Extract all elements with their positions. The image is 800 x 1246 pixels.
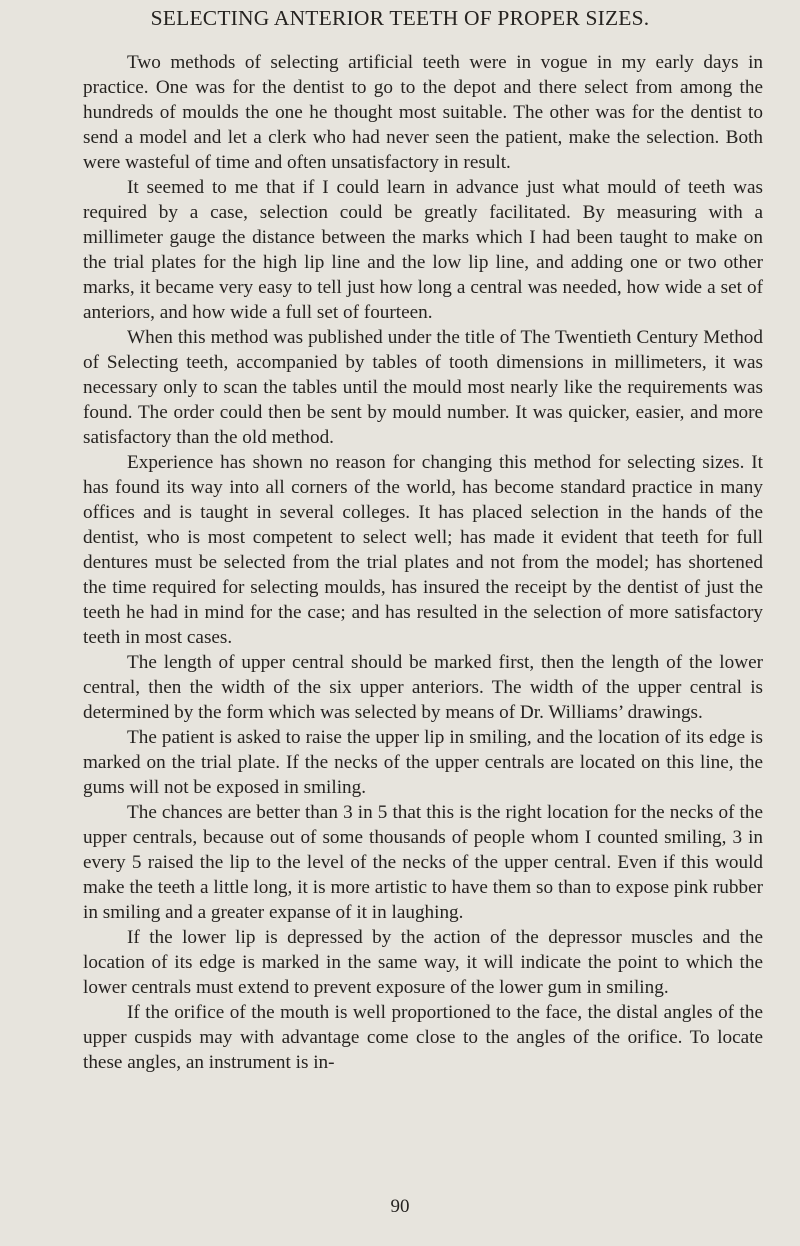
page-title: SELECTING ANTERIOR TEETH OF PROPER SIZES. [150, 6, 650, 30]
paragraph-2: It seemed to me that if I could learn in advance just what mould of teeth was required by a case, selection could be greatly facilitated. By measuring with a millimeter gauge the distance between the marks which I had been taught to make on the trial plates for the high lip line and the low lip line, and adding one or two other marks, it became very easy to tell just how long a central was needed, how wide a set of anteriors, and how wide a full set of fourteen. [83, 177, 763, 323]
body-text [83, 50, 763, 1075]
paragraph-3: When this method was published under the title of The Twentieth Century Method of Selecting teeth, accompanied by tables of tooth dimensions in millimeters, it was necessary only to scan the tables until the mould most nearly like the requirements was found. The order could then be sent by mould number. It was quicker, easier, and more satisfactory than the old method. [83, 327, 763, 448]
page-number: 90 [390, 1196, 410, 1217]
paragraph-6: The patient is asked to raise the upper lip in smiling, and the location of its edge is marked on the trial plate. If the necks of the upper centrals are located on this line, the gums will not be exposed in smiling. [83, 727, 763, 798]
paragraph-4: Experience has shown no reason for changing this method for selecting sizes. It has found its way into all corners of the world, has become standard practice in many offices and is taught in several colleges. It has placed selection in the hands of the dentist, who is most competent to select well; has made it evident that teeth for full dentures must be selected from the trial plates and not from the model; has shortened the time required for selecting moulds, has insured the receipt by the dentist of just the teeth he had in mind for the case; and has resulted in the selection of more satisfactory teeth in most cases. [83, 452, 763, 648]
paragraph-8: If the lower lip is depressed by the action of the depressor muscles and the location of its edge is marked in the same way, it will indicate the point to which the lower centrals must extend to prevent exposure of the lower gum in smiling. [83, 927, 763, 998]
paragraph-1: Two methods of selecting artificial teeth were in vogue in my early days in practice. One was for the dentist to go to the depot and there select from among the hundreds of moulds the one he thought most suitable. The other was for the dentist to send a model and let a clerk who had never seen the patient, make the selection. Both were wasteful of time and often unsatisfactory in result. [83, 52, 763, 173]
paragraph-9: If the orifice of the mouth is well proportioned to the face, the distal angles of the upper cuspids may with advantage come close to the angles of the orifice. To locate these angles, an instrument is in- [83, 1002, 763, 1073]
paragraph-7: The chances are better than 3 in 5 that this is the right location for the necks of the upper centrals, because out of some thousands of people whom I counted smiling, 3 in every 5 raised the lip to the level of the necks of the upper central. Even if this would make the teeth a little long, it is more artistic to have them so than to expose pink rubber in smiling and a greater expanse of it in laughing. [83, 802, 763, 923]
paragraph-5: The length of upper central should be marked first, then the length of the lower central, then the width of the six upper anteriors. The width of the upper central is determined by the form which was selected by means of Dr. Williams’ drawings. [83, 652, 763, 723]
